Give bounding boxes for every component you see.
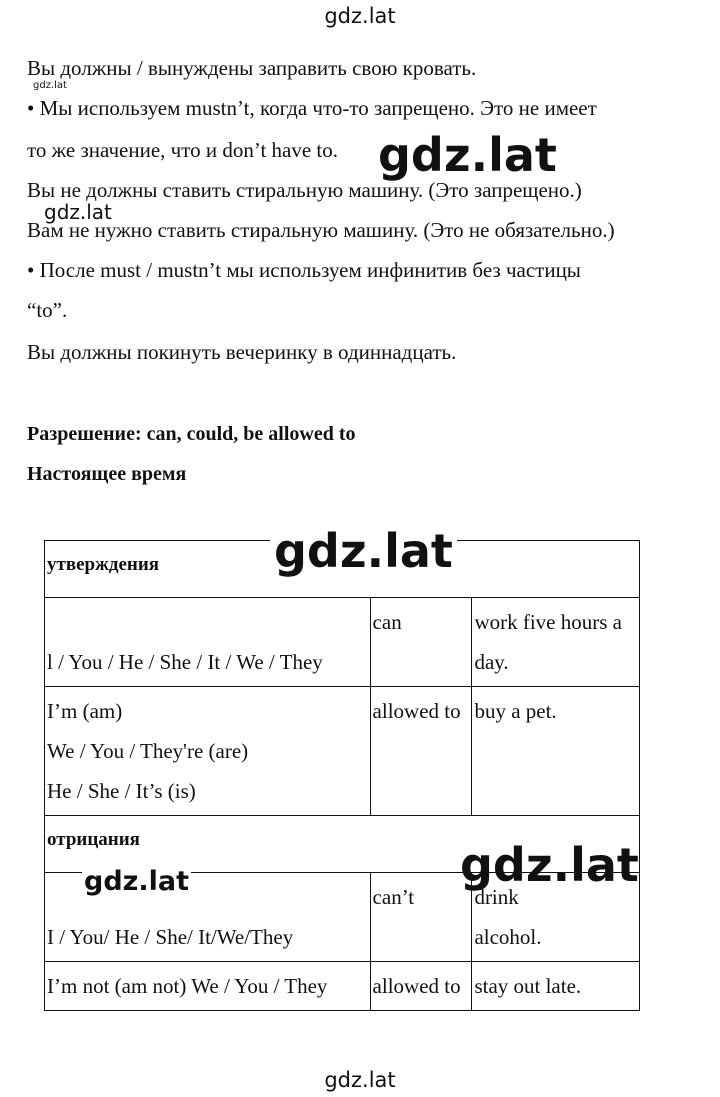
complement-line: work five hours a	[474, 610, 622, 634]
affirmative-label: утверждения	[45, 541, 640, 598]
complement-cell	[472, 687, 640, 816]
watermark-bottom: gdz.lat	[324, 1068, 396, 1092]
subject-line	[47, 602, 368, 642]
verb-cell: allowed to	[370, 962, 472, 1011]
verb-cell: allowed to	[370, 687, 472, 816]
watermark-top: gdz.lat	[324, 4, 396, 28]
verb-cell: can	[370, 598, 472, 687]
watermark-large-1: gdz.lat	[378, 128, 557, 182]
subject-cell	[45, 687, 371, 816]
watermark-table-1: gdz.lat	[270, 524, 457, 578]
subject-cell	[45, 962, 371, 1011]
negative-label: отрицания	[45, 816, 640, 873]
grammar-table	[44, 540, 640, 1011]
text-line-3: то же значение, что и don’t have to.	[27, 138, 339, 162]
text-line-1: Вы должны / вынуждены заправить свою кровать.	[27, 56, 477, 80]
complement-cell	[472, 598, 640, 687]
heading-present: Настоящее время	[27, 463, 187, 485]
text-line-8: Вы должны покинуть вечеринку в одиннадцать.	[27, 340, 457, 364]
subject-line: l / You / He / She / It / We / They	[47, 650, 323, 674]
watermark-table-3: gdz.lat	[84, 866, 190, 897]
text-line-2: • Мы используем mustn’t, когда что-то запрещено. Это не имеет	[27, 96, 597, 120]
text-line-7: “to”.	[27, 298, 68, 322]
subject-cell	[45, 598, 371, 687]
text-line-6: • После must / mustn’t мы используем инфинитив без частицы	[27, 258, 581, 282]
table-row	[45, 687, 640, 816]
table-row	[45, 598, 640, 687]
complement-line: drink	[474, 885, 519, 909]
watermark-tiny: gdz.lat	[33, 80, 67, 91]
subject-line: We / You / They're (are)	[47, 739, 249, 763]
watermark-small-2: gdz.lat	[44, 200, 112, 224]
subject-line: I / You/ He / She/ It/We/They	[47, 925, 294, 949]
subject-line: I’m (am)	[47, 699, 123, 723]
table-row	[45, 962, 640, 1011]
verb-cell: can’t	[370, 873, 472, 962]
complement-line: buy a pet.	[474, 699, 557, 723]
complement-line: day.	[474, 650, 509, 674]
complement-line: stay out late.	[474, 974, 582, 998]
watermark-table-2: gdz.lat	[460, 838, 639, 892]
subject-line: I’m not (am not) We / You / They	[47, 974, 328, 998]
complement-cell	[472, 962, 640, 1011]
heading-permission: Разрешение: can, could, be allowed to	[27, 423, 356, 445]
text-line-4: Вы не должны ставить стиральную машину. (Это запрещено.)	[27, 178, 582, 202]
text-line-5: Вам не нужно ставить стиральную машину. (Это не обязательно.)	[27, 218, 615, 242]
subject-line: He / She / It’s (is)	[47, 779, 196, 803]
complement-line: alcohol.	[474, 925, 542, 949]
